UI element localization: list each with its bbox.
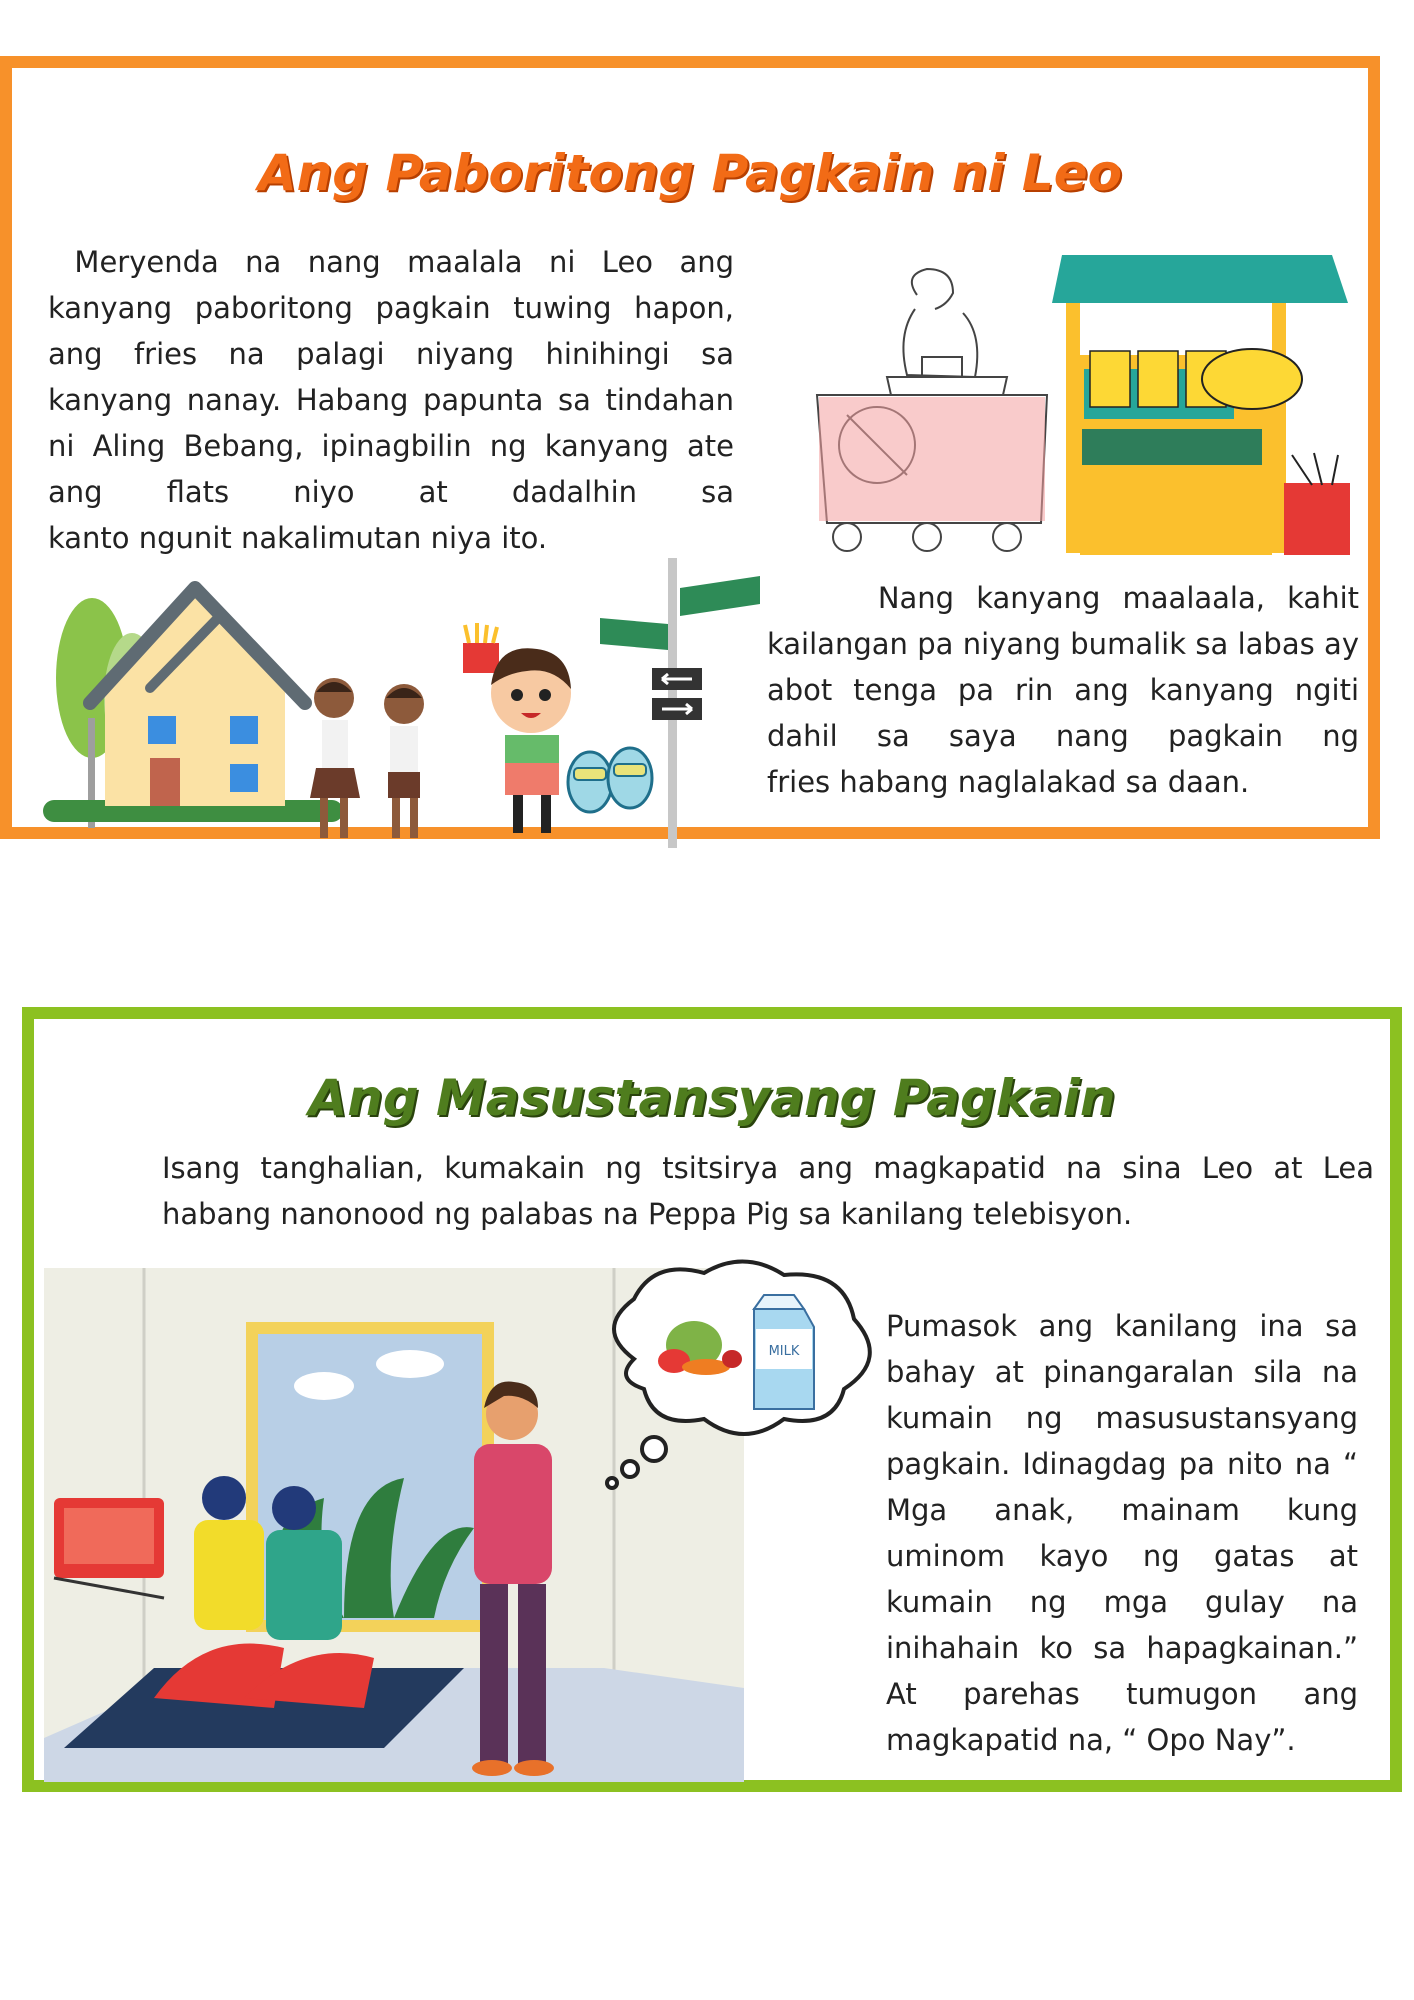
house-illustration bbox=[40, 568, 340, 828]
story-panel-masustansya bbox=[22, 1007, 1402, 1792]
story-panel-leo bbox=[0, 56, 1380, 839]
story-paragraph: Meryenda na nang maalala ni Leo ang kanyang paboritong pagkain tuwing hapon, ang fries na palagi niyang hinihingi sa kanyang nanay. Habang papunta sa tindahan ni Aling Bebang, ipinagbilin ng kanyang ate ang flats niyo at dadalhin sa kanto ngunit nakalimutan niya ito. bbox=[48, 245, 734, 555]
food-stall-illustration bbox=[1052, 255, 1362, 555]
story-paragraph: Isang tanghalian, kumakain ng tsitsirya ang magkapatid na sina Leo at Lea habang nanonood ng palabas na Peppa Pig sa kanilang telebisyon. bbox=[162, 1151, 1374, 1231]
children-walking-illustration bbox=[302, 668, 462, 848]
story-title: Ang Masustansyang Pagkain bbox=[308, 1069, 1116, 1127]
story-paragraph: Nang kanyang maalaala, kahit kailangan pa niyang bumalik sa labas ay abot tenga pa rin ang kanyang ngiti dahil sa saya nang pagkain ng fries habang naglalakad sa daan. bbox=[767, 581, 1359, 799]
milk-carton-icon bbox=[754, 1295, 814, 1409]
milk-label: MILK bbox=[768, 1344, 800, 1359]
thought-bubble-illustration bbox=[594, 1249, 884, 1499]
story-paragraph: Pumasok ang kanilang ina sa bahay at pinangaralan sila na kumain ng masusustansyang pagkain. Idinagdag pa nito na “ Mga anak, mainam kung uminom kayo ng gatas at kumain ng mga gulay na inihahain ko sa hapagkainan.” At parehas tumugon ang magkapatid na, “ Opo Nay”. bbox=[886, 1309, 1358, 1757]
story-title: Ang Paboritong Pagkain ni Leo bbox=[257, 144, 1123, 202]
slippers-illustration bbox=[560, 738, 660, 818]
street-vendor-cart-illustration bbox=[807, 265, 1077, 600]
